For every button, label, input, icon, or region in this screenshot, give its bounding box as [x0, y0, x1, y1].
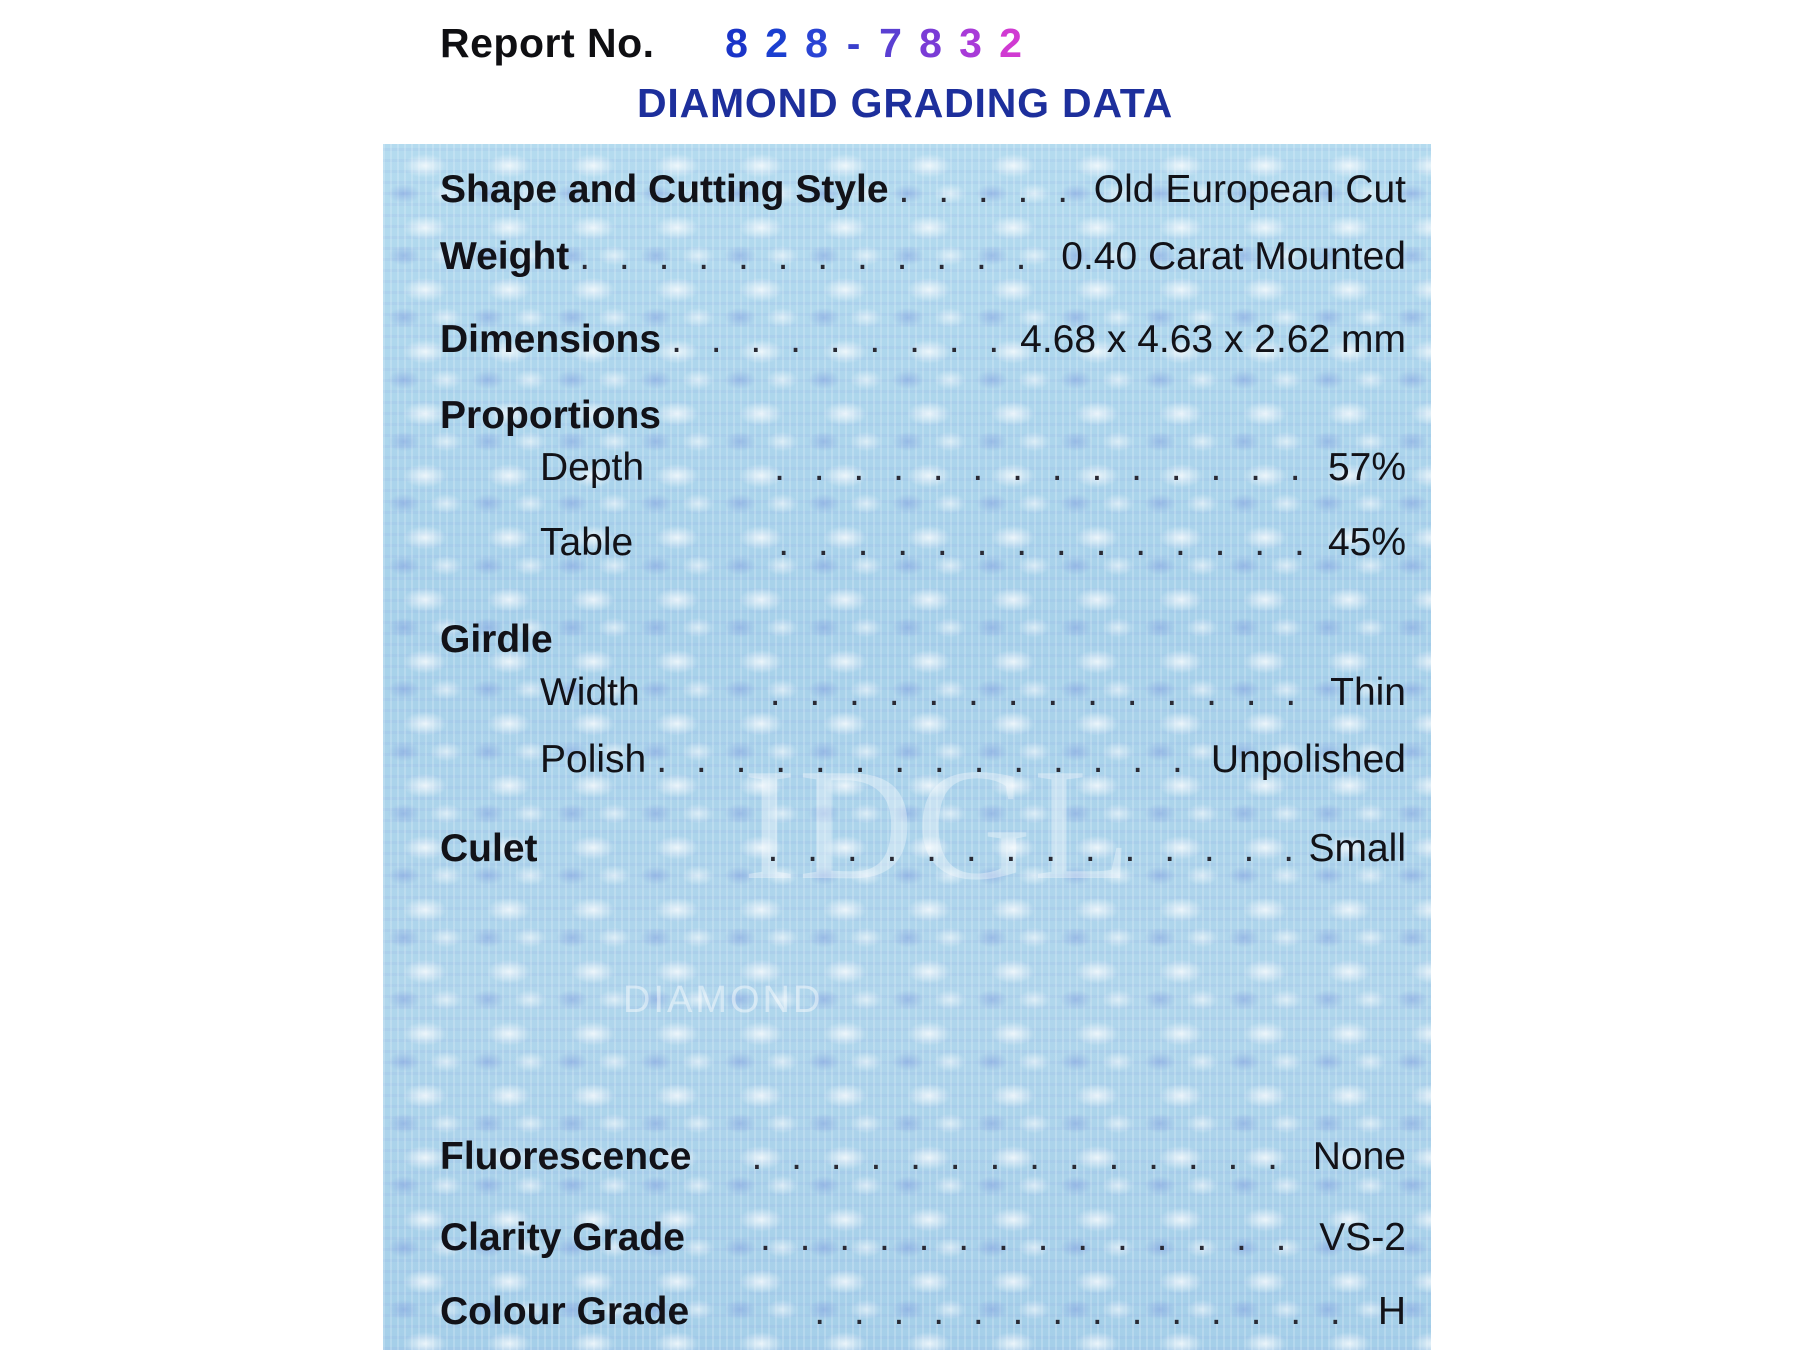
depth-value: 57%	[1327, 446, 1406, 489]
culet-label: Culet	[440, 827, 538, 870]
report-number-char: 2	[999, 19, 1022, 66]
report-number-char: -	[846, 19, 861, 66]
report-number-char: 8	[725, 19, 748, 66]
clarity-grade-row	[440, 1216, 1406, 1260]
girdle-heading: Girdle	[440, 618, 553, 661]
shape-and-cutting-style-label: Shape and Cutting Style	[440, 168, 889, 211]
document-title: DIAMOND GRADING DATA	[636, 80, 1174, 126]
report-number-char: 3	[959, 19, 982, 66]
depth-row	[440, 446, 1406, 490]
depth-label: Depth	[540, 446, 645, 489]
shape-and-cutting-style-row	[440, 168, 1406, 212]
dot-leader	[768, 827, 1303, 871]
dot-leader	[671, 318, 1014, 362]
girdle-polish-value: Unpolished	[1210, 738, 1406, 781]
report-number-label: Report No.	[440, 19, 655, 66]
fluorescence-row	[440, 1135, 1406, 1179]
fluorescence-label: Fluorescence	[440, 1135, 692, 1178]
girdle-width-row	[440, 671, 1406, 715]
colour-grade-row	[440, 1290, 1406, 1334]
report-number-char: 8	[919, 19, 942, 66]
clarity-grade-label: Clarity Grade	[440, 1216, 685, 1259]
shape-and-cutting-style-value: Old European Cut	[1093, 168, 1406, 211]
girdle-polish-row	[440, 738, 1406, 782]
culet-value: Small	[1308, 827, 1406, 870]
dot-leader	[899, 168, 1088, 212]
report-number-char: 8	[805, 19, 828, 66]
proportions-heading: Proportions	[440, 394, 661, 437]
report-number	[717, 20, 1031, 67]
dimensions-label: Dimensions	[440, 318, 662, 361]
dot-leader	[774, 446, 1322, 490]
colour-grade-label: Colour Grade	[440, 1290, 690, 1333]
girdle-polish-label: Polish	[540, 738, 647, 781]
colour-grade-value: H	[1377, 1290, 1406, 1333]
fluorescence-value: None	[1312, 1135, 1406, 1178]
weight-row	[440, 235, 1406, 279]
weight-label: Weight	[440, 235, 570, 278]
weight-value: 0.40 Carat Mounted	[1061, 235, 1406, 278]
table-row	[440, 521, 1406, 565]
watermark-logo: IDGL	[743, 735, 1134, 913]
table-label: Table	[540, 521, 634, 564]
watermark-subtext: DIAMOND	[623, 979, 824, 1021]
dimensions-value: 4.68 x 4.63 x 2.62 mm	[1020, 318, 1406, 361]
dot-leader	[778, 521, 1322, 565]
culet-row	[440, 827, 1406, 871]
dot-leader	[760, 1216, 1313, 1260]
clarity-grade-value: VS-2	[1319, 1216, 1406, 1259]
girdle-width-label: Width	[540, 671, 640, 714]
girdle-width-value: Thin	[1330, 671, 1406, 714]
report-number-char: 2	[765, 19, 788, 66]
dot-leader	[579, 235, 1055, 279]
dimensions-row	[440, 318, 1406, 362]
report-header	[440, 8, 1031, 78]
dot-leader	[656, 738, 1205, 782]
dot-leader	[770, 671, 1324, 715]
report-number-char: 7	[879, 19, 902, 66]
table-value: 45%	[1327, 521, 1406, 564]
dot-leader	[751, 1135, 1306, 1179]
dot-leader	[814, 1290, 1372, 1334]
